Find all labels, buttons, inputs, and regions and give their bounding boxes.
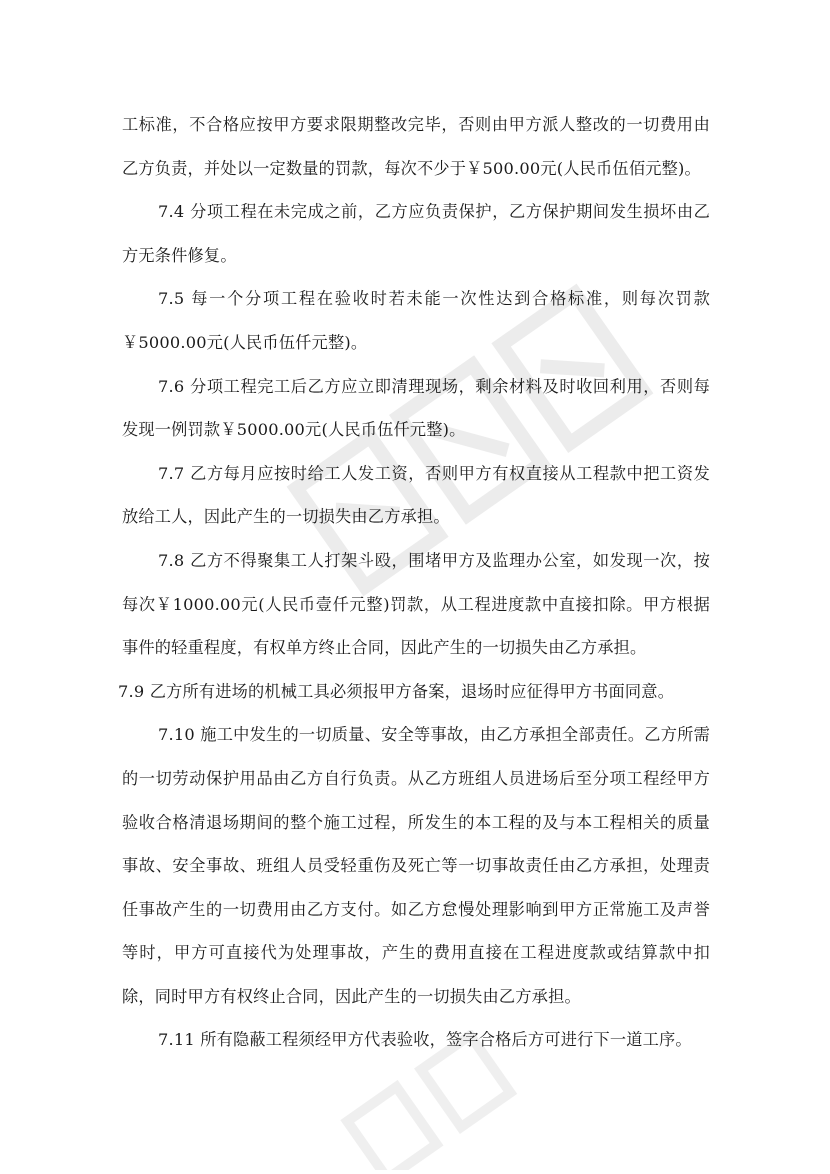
clause-7-11: 7.11 所有隐蔽工程须经甲方代表验收，签字合格后方可进行下一道工序。: [158, 1030, 692, 1050]
clause-7-5: 7.5 每一个分项工程在验收时若未能一次性达到合格标准，则每次罚款￥5000.00元(人民币伍仟元整)。: [122, 289, 710, 352]
clause-7-7: 7.7 乙方每月应按时给工人发工资，否则甲方有权直接从工程款中把工资发放给工人，因此产生的一切损失由乙方承担。: [122, 463, 710, 527]
clause-7-6: 7.6 分项工程完工后乙方应立即清理现场，剩余材料及时收回利用，否则每发现一例罚款￥5000.00元(人民币伍仟元整)。: [122, 376, 710, 440]
clause-7-8: 7.8 乙方不得聚集工人打架斗殴，围堵甲方及监理办公室，如发现一次，按每次￥1000.00元(人民币壹仟元整)罚款，从工程进度款中直接扣除。甲方根据事件的轻重程度，有权单方终止合同，因此产生的一切损失由乙方承担。: [122, 550, 710, 658]
paragraph-continuation: 工标准，不合格应按甲方要求限期整改完毕，否则由甲方派人整改的一切费用由乙方负责，并处以一定数量的罚款，每次不少于￥500.00元(人民币伍佰元整)。: [122, 115, 710, 178]
document-body: [118, 103, 710, 1062]
clause-7-9: 7.9 乙方所有进场的机械工具必须报甲方备案，退场时应征得甲方书面同意。: [118, 681, 675, 701]
clause-7-10: 7.10 施工中发生的一切质量、安全等事故，由乙方承担全部责任。乙方所需的一切劳动保护用品由乙方自行负责。从乙方班组人员进场后至分项工程经甲方验收合格清退场期间的整个施工过程，所发生的本工程的及与本工程相关的质量事故、安全事故、班组人员受轻重伤及死亡等一切事故责任由乙方承担，处理责任事故产生的一切费用由乙方支付。如乙方怠慢处理影响到甲方正常施工及声誉等时，甲方可直接代为处理事故，产生的费用直接在工程进度款或结算款中扣除，同时甲方有权终止合同，因此产生的一切损失由乙方承担。: [122, 725, 710, 1006]
clause-7-4: 7.4 分项工程在未完成之前，乙方应负责保护，乙方保护期间发生损坏由乙方无条件修复。: [122, 202, 710, 265]
